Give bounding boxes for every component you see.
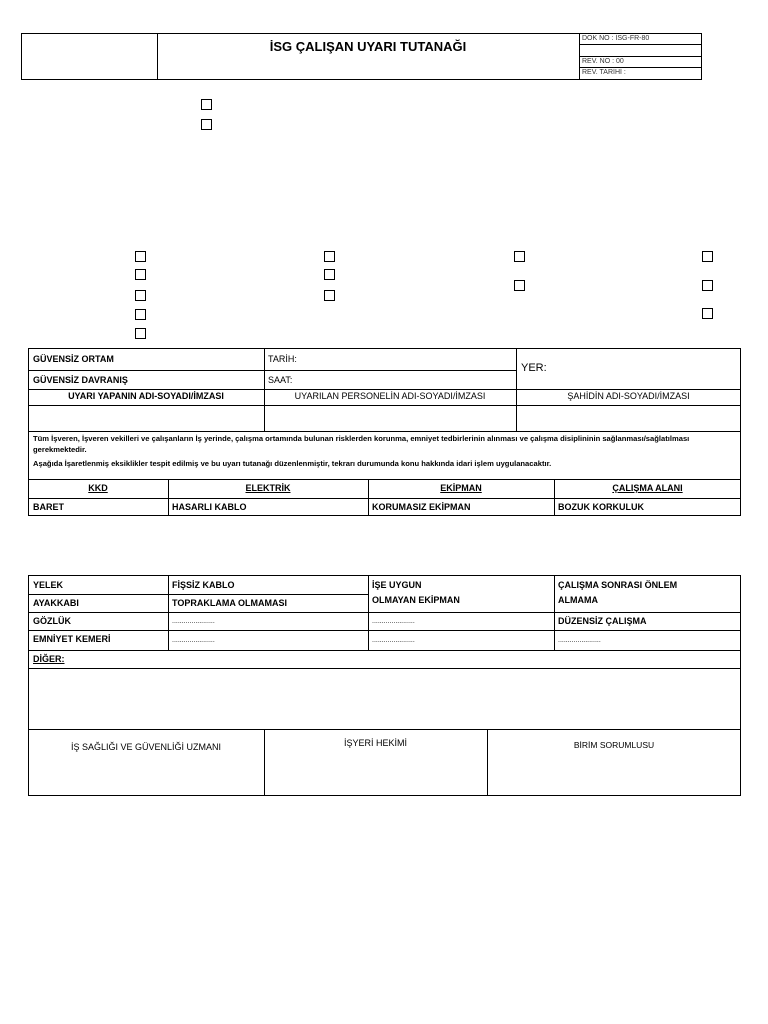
checkbox[interactable] xyxy=(324,251,335,262)
item-topraklama: TOPRAKLAMA OLMAMASI xyxy=(172,598,287,608)
category-calisma-alani: ÇALIŞMA ALANI xyxy=(612,483,683,493)
row-line xyxy=(28,389,741,390)
blank-entry[interactable]: ...................... xyxy=(172,637,215,644)
sahit-header: ŞAHİDİN ADI-SOYADI/İMZASI xyxy=(567,391,690,401)
category-elektrik: ELEKTRİK xyxy=(245,483,291,493)
checkbox[interactable] xyxy=(135,290,146,301)
item-almama: ALMAMA xyxy=(558,595,598,605)
col-line xyxy=(168,575,169,650)
guvensiz-ortam-label: GÜVENSİZ ORTAM xyxy=(33,354,114,364)
row-line xyxy=(28,370,517,371)
signature-isg-uzmani: İŞ SAĞLIĞI VE GÜVENLİĞİ UZMANI xyxy=(70,742,222,752)
item-bozuk-korkuluk: BOZUK KORKULUK xyxy=(558,502,644,512)
item-yelek: YELEK xyxy=(33,580,64,590)
checkbox[interactable] xyxy=(702,280,713,291)
col-line xyxy=(368,575,369,650)
item-duzensiz-calisma: DÜZENSİZ ÇALIŞMA xyxy=(558,616,647,626)
item-emniyet-kemeri: EMNİYET KEMERİ xyxy=(33,634,111,644)
checkbox[interactable] xyxy=(135,309,146,320)
row-line xyxy=(28,630,741,631)
item-fissiz-kablo: FİŞSİZ KABLO xyxy=(172,580,235,590)
item-gozluk: GÖZLÜK xyxy=(33,616,71,626)
tarih-label: TARİH: xyxy=(268,354,297,364)
sahit-field[interactable] xyxy=(517,406,740,430)
item-ayakkabi: AYAKKABI xyxy=(33,598,79,608)
blank-entry[interactable]: ...................... xyxy=(558,637,601,644)
checkbox[interactable] xyxy=(702,308,713,319)
rev-no: REV. NO : 00 xyxy=(582,58,624,65)
checkbox[interactable] xyxy=(324,290,335,301)
checkbox[interactable] xyxy=(135,251,146,262)
row-line xyxy=(28,729,741,730)
uyarilan-personel-field[interactable] xyxy=(265,406,515,430)
checkbox[interactable] xyxy=(135,269,146,280)
item-korumasiz-ekipman: KORUMASIZ EKİPMAN xyxy=(372,502,471,512)
row-line xyxy=(28,594,368,595)
checkbox[interactable] xyxy=(514,280,525,291)
row-line xyxy=(28,650,741,651)
item-olmayan-ekipman: OLMAYAN EKİPMAN xyxy=(372,595,460,605)
checkbox[interactable] xyxy=(514,251,525,262)
checkbox[interactable] xyxy=(702,251,713,262)
row-line xyxy=(28,479,741,480)
blank-entry[interactable]: ...................... xyxy=(372,637,415,644)
rev-date: REV. TARİHİ : xyxy=(582,69,626,76)
blank-entry[interactable]: ...................... xyxy=(372,618,415,625)
uyari-yapan-header: UYARI YAPANIN ADI-SOYADI/İMZASI xyxy=(68,391,224,401)
doc-no: DOK NO : İSG-FR-80 xyxy=(582,35,650,42)
item-baret: BARET xyxy=(33,502,64,512)
checkbox[interactable] xyxy=(135,328,146,339)
instruction-paragraph-2: Aşağıda İşaretlenmiş eksiklikler tespit edilmiş ve bu uyarı tutanağı düzenlenmiştir, tekrarı durumunda konu hakkında idari işlem uygulanacaktır. xyxy=(33,459,552,468)
header-row-line xyxy=(579,44,702,45)
signature-birim-sorumlusu: BİRİM SORUMLUSU xyxy=(573,740,655,750)
blank-entry[interactable]: ...................... xyxy=(172,618,215,625)
row-line xyxy=(28,431,741,432)
category-kkd: KKD xyxy=(88,483,108,493)
yer-label: YER: xyxy=(521,362,547,374)
row-line xyxy=(28,612,741,613)
guvensiz-davranis-label: GÜVENSİZ DAVRANIŞ xyxy=(33,375,128,385)
item-hasarli-kablo: HASARLI KABLO xyxy=(172,502,247,512)
checkbox[interactable] xyxy=(324,269,335,280)
instruction-paragraph: Tüm İşveren, İşveren vekilleri ve çalışanların İş yerinde, çalışma ortamında bulunan risklerden korunma, emniyet tedbirlerinin alınması ve çalışma disiplininin sağlanması/sağlatılması xyxy=(33,434,690,443)
uyari-yapan-field[interactable] xyxy=(29,406,263,430)
page-title: İSG ÇALIŞAN UYARI TUTANAĞI xyxy=(269,39,467,54)
saat-label: SAAT: xyxy=(268,375,293,385)
col-line xyxy=(554,575,555,650)
diger-field[interactable] xyxy=(29,669,740,728)
checkbox[interactable] xyxy=(201,99,212,110)
diger-label: DİĞER: xyxy=(33,654,65,664)
category-ekipman: EKİPMAN xyxy=(440,483,482,493)
item-ise-uygun: İŞE UYGUN xyxy=(372,580,422,590)
checkbox[interactable] xyxy=(201,119,212,130)
signature-isyeri-hekimi: İŞYERİ HEKİMİ xyxy=(343,738,407,748)
row-line xyxy=(28,498,741,499)
instruction-paragraph-cont: gerekmektedir. xyxy=(33,445,87,454)
uyarilan-personel-header: UYARILAN PERSONELİN ADI-SOYADI/İMZASI xyxy=(294,391,486,401)
item-calisma-sonrasi: ÇALIŞMA SONRASI ÖNLEM xyxy=(558,580,678,590)
